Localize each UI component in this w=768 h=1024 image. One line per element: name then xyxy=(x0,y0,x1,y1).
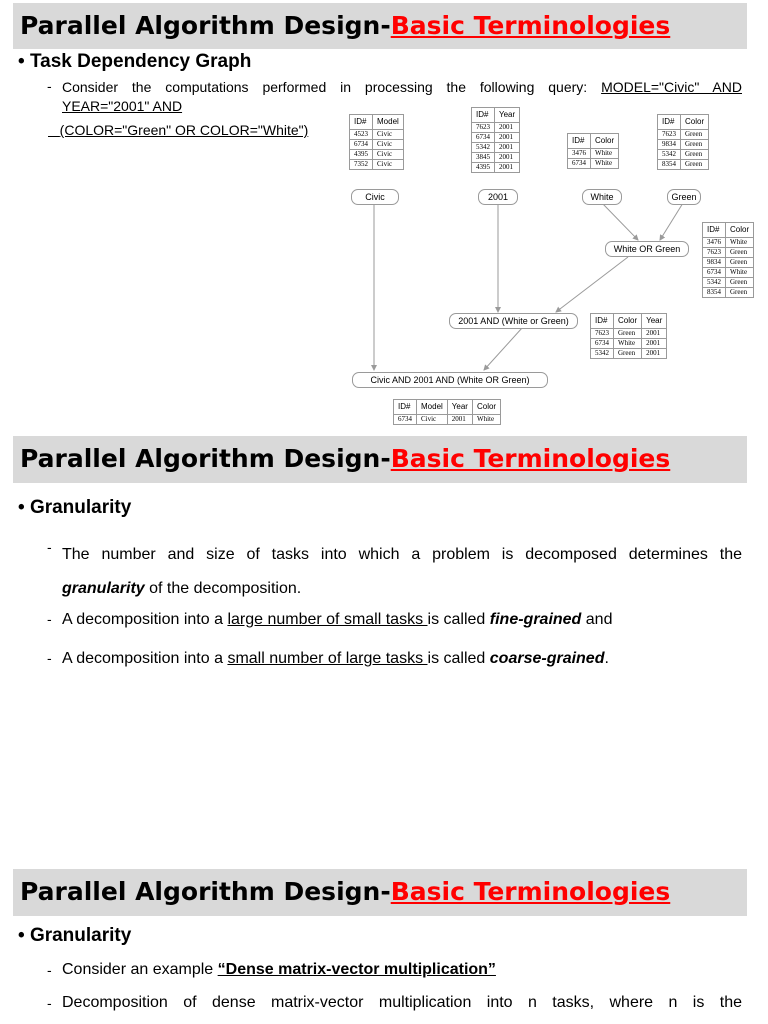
text-run: A decomposition into a xyxy=(62,650,228,667)
table-header: Color xyxy=(726,223,754,238)
table-cell: 2001 xyxy=(642,349,667,359)
table-cell: Civic xyxy=(373,130,404,140)
table-row xyxy=(472,153,520,163)
table-row xyxy=(472,133,520,143)
slide1-bullet-text: Task Dependency Graph xyxy=(29,51,252,72)
table-cell: 5342 xyxy=(472,143,495,153)
table-cell: 5342 xyxy=(591,349,614,359)
table-cell: 6734 xyxy=(350,140,373,150)
node-final: Civic AND 2001 AND (White OR Green) xyxy=(352,372,548,388)
dash-marker: - xyxy=(47,78,52,94)
phrase-small-number: small number of large tasks xyxy=(227,650,428,667)
table-row xyxy=(591,349,667,359)
slide2-bullet-text: Granularity xyxy=(29,497,132,518)
table-cell: 3476 xyxy=(568,149,591,159)
table-header: Color xyxy=(591,134,619,149)
task-dependency-graph xyxy=(0,0,768,430)
term-coarse-grained: coarse-grained xyxy=(489,650,605,667)
table-white-or-green xyxy=(702,222,754,298)
table-header: ID# xyxy=(658,115,681,130)
table-cell: Green xyxy=(726,278,754,288)
table-cell: 4523 xyxy=(350,130,373,140)
query-color: (COLOR="Green" OR COLOR="White") xyxy=(59,122,309,138)
dash-marker: - xyxy=(47,995,52,1011)
text-run: is called xyxy=(427,650,490,667)
slide2-title-bar xyxy=(13,436,747,483)
slide3-title-bar xyxy=(13,869,747,916)
table-cell: 6734 xyxy=(394,415,417,425)
table-cell: Green xyxy=(726,248,754,258)
edge-and-final xyxy=(484,328,522,370)
table-header: Year xyxy=(495,108,520,123)
edge-or-and xyxy=(556,257,628,312)
dash-marker: - xyxy=(47,962,52,978)
text-run: . xyxy=(604,650,609,667)
table-green xyxy=(657,114,709,170)
table-cell: Civic xyxy=(373,140,404,150)
slide2-para1-rest: of the decomposition. xyxy=(144,580,302,597)
table-cell: 2001 xyxy=(447,415,472,425)
table-cell: White xyxy=(614,339,642,349)
dash-marker: - xyxy=(47,611,52,627)
table-row xyxy=(658,140,709,150)
table-row xyxy=(472,123,520,133)
table-cell: 7623 xyxy=(591,329,614,339)
table-header: ID# xyxy=(591,314,614,329)
table-cell: 4395 xyxy=(350,150,373,160)
table-cell: 8354 xyxy=(703,288,726,298)
text-run: is called xyxy=(427,611,490,628)
graph-edges xyxy=(0,0,768,430)
slide1-bullet: • Task Dependency Graph xyxy=(18,51,252,72)
table-row xyxy=(394,415,501,425)
table-row xyxy=(350,160,404,170)
table-header: Year xyxy=(447,400,472,415)
table-and-year xyxy=(590,313,667,359)
slide3-para1 xyxy=(62,961,496,979)
table-row xyxy=(472,163,520,173)
table-row xyxy=(703,288,754,298)
table-cell: White xyxy=(726,238,754,248)
example-title: “Dense matrix-vector multiplication” xyxy=(217,961,496,978)
table-header: Color xyxy=(472,400,500,415)
table-cell: 7623 xyxy=(703,248,726,258)
slide1-title-main: Parallel Algorithm Design- xyxy=(20,11,391,40)
table-cell: 6734 xyxy=(472,133,495,143)
table-header: Year xyxy=(642,314,667,329)
table-cell: 3476 xyxy=(703,238,726,248)
dash-marker: - xyxy=(47,650,52,666)
table-cell: Green xyxy=(681,130,709,140)
query-year: YEAR="2001" AND xyxy=(62,98,183,114)
text-run: A decomposition into a xyxy=(62,611,228,628)
table-cell: Civic xyxy=(373,160,404,170)
table-cell: 2001 xyxy=(495,123,520,133)
node-white-or-green: White OR Green xyxy=(605,241,689,257)
table-row xyxy=(703,278,754,288)
slide3-para2: Decomposition of dense matrix-vector multiplication into n tasks, where n is the xyxy=(62,994,742,1011)
table-cell: Green xyxy=(726,258,754,268)
table-header: ID# xyxy=(472,108,495,123)
table-row xyxy=(350,150,404,160)
slide2-title xyxy=(13,436,747,482)
table-row xyxy=(703,268,754,278)
table-header: ID# xyxy=(703,223,726,238)
table-cell: 7623 xyxy=(658,130,681,140)
slide2-title-highlight: Basic Terminologies xyxy=(390,444,671,473)
table-cell: 2001 xyxy=(642,329,667,339)
table-final xyxy=(393,399,501,425)
table-cell: White xyxy=(472,415,500,425)
table-model xyxy=(349,114,404,170)
table-row xyxy=(658,130,709,140)
node-and-white-green: 2001 AND (White or Green) xyxy=(449,313,578,329)
table-cell: 9834 xyxy=(703,258,726,268)
table-row xyxy=(658,150,709,160)
table-cell: 8354 xyxy=(658,160,681,170)
table-cell: Green xyxy=(681,150,709,160)
table-row xyxy=(350,140,404,150)
table-row xyxy=(703,258,754,268)
table-cell: Green xyxy=(726,288,754,298)
table-cell: 7352 xyxy=(350,160,373,170)
table-cell: Green xyxy=(614,329,642,339)
table-cell: 5342 xyxy=(658,150,681,160)
table-header: ID# xyxy=(568,134,591,149)
slide2-title-main: Parallel Algorithm Design- xyxy=(20,444,391,473)
table-header: ID# xyxy=(350,115,373,130)
table-cell: 6734 xyxy=(591,339,614,349)
slide3-bullet: • Granularity xyxy=(18,925,132,946)
node-green: Green xyxy=(667,189,701,205)
table-cell: 6734 xyxy=(568,159,591,169)
node-white: White xyxy=(582,189,622,205)
slide2-para1-line1: The number and size of tasks into which a problem is decomposed determines the xyxy=(62,546,742,563)
node-2001: 2001 xyxy=(478,189,518,205)
table-row xyxy=(568,159,619,169)
dash-marker: - xyxy=(47,539,52,555)
table-header: ID# xyxy=(394,400,417,415)
slide2-para2 xyxy=(62,611,612,629)
table-row xyxy=(591,339,667,349)
table-row xyxy=(703,248,754,258)
table-cell: 3845 xyxy=(472,153,495,163)
node-civic: Civic xyxy=(351,189,399,205)
edge-green-or xyxy=(660,203,683,240)
slide3-bullet-text: Granularity xyxy=(29,925,132,946)
query-intro: Consider the computations performed in processing the following query: xyxy=(62,79,588,95)
table-cell: White xyxy=(591,159,619,169)
table-header: Model xyxy=(373,115,404,130)
table-cell: White xyxy=(726,268,754,278)
table-cell: 2001 xyxy=(495,163,520,173)
phrase-large-number: large number of small tasks xyxy=(227,611,428,628)
slide2-para1 xyxy=(62,538,742,606)
slide2-para1-line2 xyxy=(62,572,742,606)
table-cell: 9834 xyxy=(658,140,681,150)
table-cell: 2001 xyxy=(495,133,520,143)
table-cell: Green xyxy=(681,140,709,150)
text-run: Consider an example xyxy=(62,961,218,978)
table-header: Color xyxy=(681,115,709,130)
slide3-title xyxy=(13,869,747,915)
table-row xyxy=(591,329,667,339)
slide3-title-main: Parallel Algorithm Design- xyxy=(20,877,391,906)
slide3-title-highlight: Basic Terminologies xyxy=(390,877,671,906)
slide2-bullet: • Granularity xyxy=(18,497,132,518)
term-granularity: granularity xyxy=(62,580,145,597)
table-row xyxy=(568,149,619,159)
table-cell: 7623 xyxy=(472,123,495,133)
table-cell: 2001 xyxy=(495,143,520,153)
table-white xyxy=(567,133,619,169)
table-cell: Civic xyxy=(373,150,404,160)
table-row xyxy=(472,143,520,153)
table-cell: 6734 xyxy=(703,268,726,278)
table-cell: 2001 xyxy=(495,153,520,163)
table-cell: Green xyxy=(614,349,642,359)
table-header: Color xyxy=(614,314,642,329)
table-cell: 2001 xyxy=(642,339,667,349)
slide2-para3 xyxy=(62,650,609,668)
table-header: Model xyxy=(417,400,448,415)
table-cell: Civic xyxy=(417,415,448,425)
table-cell: Green xyxy=(681,160,709,170)
slide1-title-highlight: Basic Terminologies xyxy=(390,11,671,40)
table-cell: White xyxy=(591,149,619,159)
edge-white-or xyxy=(602,203,638,240)
text-run: and xyxy=(581,611,613,628)
term-fine-grained: fine-grained xyxy=(489,611,582,628)
table-year xyxy=(471,107,520,173)
table-row xyxy=(658,160,709,170)
table-cell: 4395 xyxy=(472,163,495,173)
table-row xyxy=(703,238,754,248)
query-model: MODEL="Civic" AND xyxy=(601,79,742,95)
table-row xyxy=(350,130,404,140)
table-cell: 5342 xyxy=(703,278,726,288)
